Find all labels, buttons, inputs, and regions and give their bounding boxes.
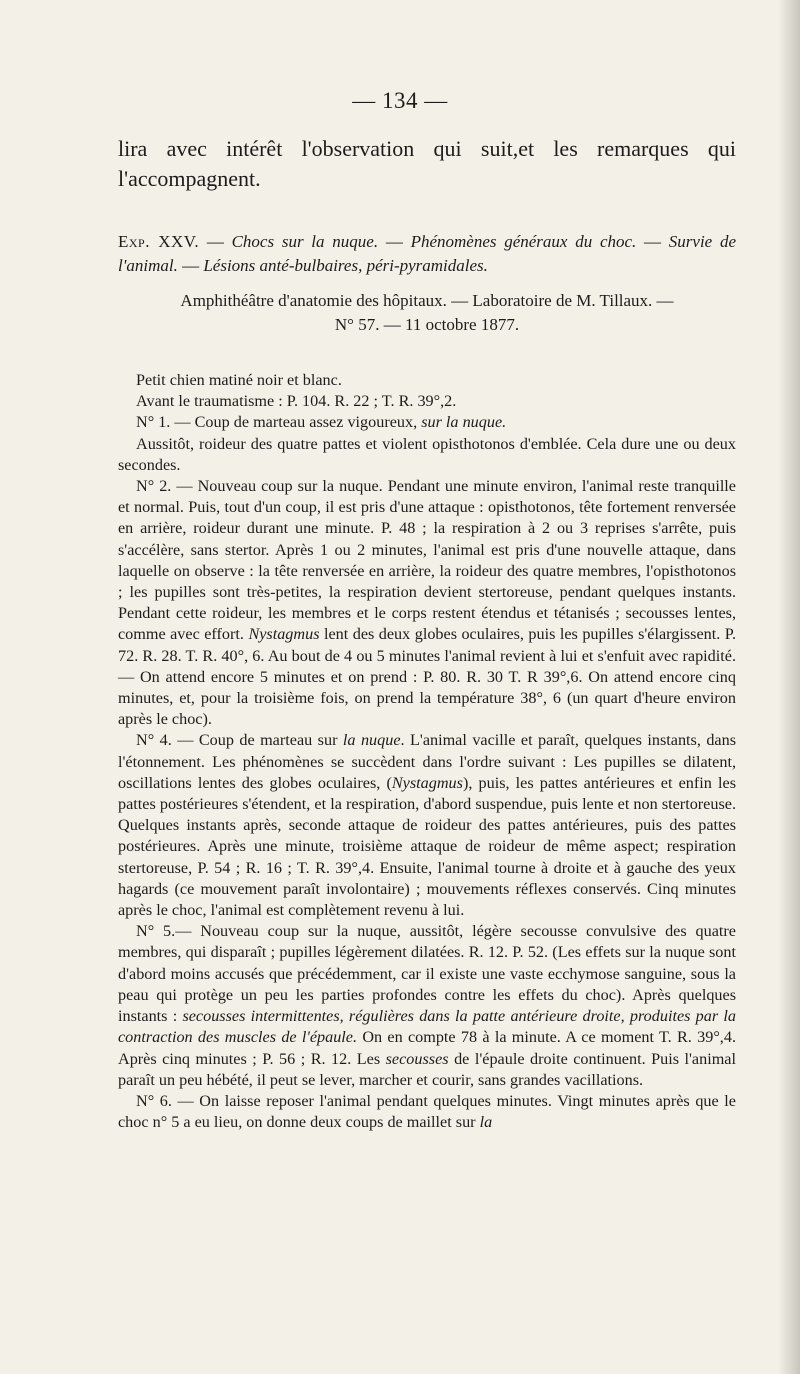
text-run: On en compte 78 à la minute. A ce moment T. R. 39°,4. Après cinq minutes ; P. 56 ; R. 12. Les <box>118 1028 736 1068</box>
text-run: de l'épaule droite continuent. Puis l'animal paraît un peu hébété, il peut se lever, marcher et courir, sans grandes vacillations. <box>118 1049 736 1089</box>
italic-run: la nuque <box>342 731 401 750</box>
italic-run: sur la nuque. <box>421 413 507 432</box>
paragraph-trial-5 <box>118 921 736 1091</box>
paragraph-trial-1 <box>118 412 736 433</box>
italic-run: Nystagmus <box>248 625 320 644</box>
text-run: lent des deux globes oculaires, puis les pupilles s'élargissent. P. 72. R. 28. T. R. 40°, 6. Au bout de 4 ou 5 minutes l'animal revient à lui et s'enfuit avec rapidité.— On attend encore 5 minutes et on prend : P. 80. R. 30 T. R 39°,6. On attend encore cinq minutes, et, pour la troisième fois, on prend la température 38°, 6 (un quart d'heure environ après le choc). <box>118 625 736 729</box>
location-line-2: N° 57. — 11 octobre 1877. <box>334 315 520 334</box>
text-run: N° 4. — Coup de marteau sur <box>136 731 343 750</box>
italic-run: secousses <box>385 1049 449 1068</box>
italic-run: Nystagmus <box>391 773 463 792</box>
text-run: ), puis, les pattes antérieures et enfin les pattes postérieures s'étendent, et la respiration, d'abord suspendue, puis lente et non stertoreuse. Quelques instants après, seconde attaque de roideur des pattes antérieures, puis des pattes postérieures. Après une minute, troisième attaque de roideur de même aspect; respiration stertoreuse, P. 54 ; R. 16 ; T. R. 39°,4. Ensuite, l'animal tourne à droite et à gauche des yeux hagards (ce mouvement paraît involontaire) ; mouvements réflexes conservés. Cinq minutes après le choc, l'animal est complètement revenu à lui. <box>118 773 737 920</box>
paragraph-trial-1-result: Aussitôt, roideur des quatre pattes et violent opisthotonos d'emblée. Cela dure une ou deux secondes. <box>118 434 736 474</box>
experiment-label: Exp. XXV. <box>118 232 200 251</box>
heading-separator: — <box>636 232 669 251</box>
experiment-heading <box>118 230 736 278</box>
page-number: — 134 — <box>352 88 448 113</box>
text-run: N° 1. — Coup de marteau assez vigoureux, <box>136 413 422 432</box>
text-run: N° 6. — On laisse reposer l'animal pendant quelques minutes. Vingt minutes après que le choc n° 5 a eu lieu, on donne deux coups de maillet sur <box>118 1091 736 1132</box>
heading-part-2: Phénomènes généraux du choc. <box>410 232 637 251</box>
heading-part-4: Lésions anté-bulbaires, péri-pyramidales. <box>203 256 488 275</box>
text-run: . L'animal vacille et paraît, quelques instants, dans l'étonnement. Les phénomènes se succèdent dans l'ordre suivant : Les pupilles se dilatent, oscillations lentes des globes oculaires, ( <box>118 731 737 792</box>
heading-separator: — <box>199 232 232 251</box>
paragraph-trial-4 <box>118 730 736 921</box>
location-line-1: Amphithéâtre d'anatomie des hôpitaux. — Laboratoire de M. Tillaux. — <box>180 291 674 310</box>
paragraph-subject: Petit chien matiné noir et blanc. <box>136 371 342 389</box>
intro-paragraph: lira avec intérêt l'observation qui suit,et les remarques qui l'accompagnent. <box>118 136 736 191</box>
experiment-location <box>118 289 736 337</box>
text-run: N° 5.— Nouveau coup sur la nuque, aussitôt, légère secousse convulsive des quatre membres, qui disparaît ; pupilles légèrement dilatées. R. 12. P. 52. (Les effets sur la nuque sont d'abord moins accusés que précédemment, car il existe une vaste ecchymose sanguine, sous la peau qui protège un peu les parties profondes contre les effets du choc). Après quelques instants : <box>118 922 736 1026</box>
italic-run: la <box>479 1113 493 1132</box>
italic-run: secousses intermittentes, régulières dans la patte antérieure droite, produites par la contraction des muscles de l'épaule. <box>118 1007 736 1047</box>
heading-separator: — <box>378 232 411 251</box>
heading-part-3: Survie de l'animal. <box>118 232 736 275</box>
page-edge-shadow <box>778 0 800 1374</box>
paragraph-baseline: Avant le traumatisme : P. 104. R. 22 ; T. R. 39°,2. <box>136 392 457 411</box>
observation-body <box>118 370 736 1133</box>
heading-part-1: Chocs sur la nuque. <box>231 232 379 251</box>
paragraph-trial-6 <box>118 1091 736 1133</box>
text-run: N° 2. — Nouveau coup sur la nuque. Pendant une minute environ, l'animal reste tranquille et normal. Puis, tout d'un coup, il est pris d'une attaque : opisthotonos, tête fortement renversée en arrière, roideur durant une minute. P. 48 ; la respiration à 2 ou 3 reprises s'arrête, puis s'accélère, sans stertor. Après 1 ou 2 minutes, l'animal est pris d'une nouvelle attaque, dans laquelle on observe : la tête renversée en arrière, la roideur des quatre membres, l'opisthotonos ; les pupilles sont très-petites, la respiration devient stertoreuse, pendant quelques instants. Pendant cette roideur, les membres et le corps restent étendus et tétanisés ; secousses lentes, comme avec effort. <box>118 477 736 644</box>
paragraph-trial-2 <box>118 476 736 730</box>
heading-separator: — <box>177 256 204 275</box>
